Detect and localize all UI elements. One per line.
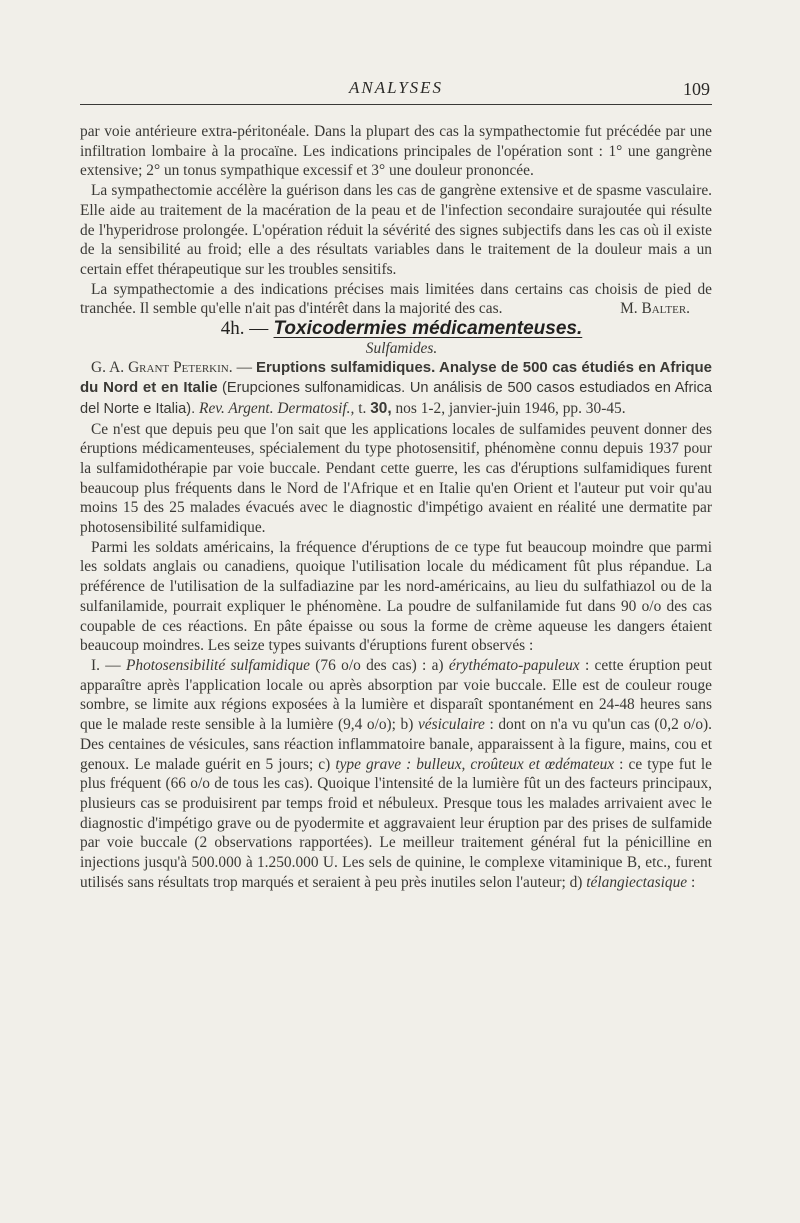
running-title: ANALYSES: [348, 78, 444, 97]
reference-journal: Rev. Argent. Dermatosif.,: [199, 399, 355, 417]
author-signature: M. Balter.: [620, 300, 690, 318]
article-paragraph: Ce n'est que depuis peu que l'on sait que les applications locales de sulfamides peuvent donner des éruptions médicamenteuses, spécialement du type photosensitif, phénomène connu depuis 1937 pour la sulfamidothérapie par voie buccale. Pendant cette guerre, les cas d'éruptions sulfamidiques furent beaucoup plus fréquents dans le Nord de l'Afrique et en Italie qu'en Orient et l'auteur put voir qu'au moins 15 des 25 malades évacués avec le diagnostic d'impétigo avaient en réalité une dermatite par photosensibilité sulfamidique.: [80, 420, 712, 537]
italic-term: érythémato-papuleux: [448, 657, 580, 674]
text-run: : cette éruption peut apparaître après l'application locale ou après absorption par voie buccale. Elle est de couleur rouge sombre, se limite aux régions exposées à la lumière et disparaît spontanément en 24-48 heures sans que le malade reste sensible à la lumière (9,4 o/o); b): [80, 657, 712, 734]
italic-term: Photosensibilité sulfamidique: [125, 657, 310, 674]
page-header: [80, 76, 712, 105]
reference-title: Eruptions sulfamidiques. Analyse de 500 cas étudiés en Afrique du Nord et en Italie: [80, 359, 712, 397]
page-body: [80, 122, 712, 892]
reference-translated-title: (Erupciones sulfonamidicas. Un análisis de 500 casos estudiados en Africa del Norte e Italia).: [80, 380, 713, 417]
section-number: 4h. —: [220, 318, 269, 340]
article-paragraph: [80, 656, 712, 892]
italic-term: vésiculaire: [417, 716, 485, 734]
text-run: : ce type fut le plus fréquent (66 o/o de tous les cas). Quoique l'intensité de la lumière fût un des facteurs principaux, plusieurs cas se produisirent par temps froid et nébuleux. Presque tous les malades arrivaient avec le diagnostic d'impétigo grave ou de pyodermite et aggravaient leur éruption par des prises de sulfamide par voie buccale (2 observations rapportées). Le meilleur traitement général fut la pénicilline en injections jusqu'à 500.000 à 1.250.000 U. Les sels de quinine, le complexe vitaminique B, etc., furent utilisés sans résultats trop marqués et seraient à peu près inutiles selon l'auteur; d): [80, 755, 712, 891]
italic-term: télangiectasique: [586, 873, 688, 891]
prev-article-paragraph: par voie antérieure extra-péritonéale. Dans la plupart des cas la sympathectomie fut précédée par une infiltration lombaire à la procaïne. Les indications principales de l'opération sont : 1° une gangrène extensive; 2° un tonus sympathique excessif et 3° une douleur prononcée.: [80, 123, 712, 180]
bibliographic-reference: [80, 358, 712, 419]
reference-author: G. A. Grant Peterkin. —: [91, 359, 252, 377]
text-run: :: [687, 873, 696, 891]
text-run: : dont on n'a vu qu'un cas (0,2 o/o). Des centaines de vésicules, sans réaction inflammatoire banale, apparaissent à la figure, mains, cou et genoux. Le malade guérit en 5 jours; c): [80, 716, 713, 773]
text-run: (76 o/o des cas) : a): [309, 657, 449, 674]
prev-article-paragraph: La sympathectomie a des indications précises mais limitées dans certains cas choisis de pied de tranchée. Il semble qu'elle n'ait pas d'intérêt dans la majorité des cas.: [80, 280, 712, 318]
reference-volume-prefix: t.: [358, 399, 367, 417]
article-paragraph: Parmi les soldats américains, la fréquence d'éruptions de ce type fut beaucoup moindre que parmi les soldats anglais ou canadiens, quoique l'utilisation locale du médicament fût plus répandue. La préférence de l'utilisation de la sulfadiazine par les nord-américains, au lieu du sulfathiazol ou de la sulfanilamide, pourrait expliquer le phénomène. La poudre de sulfanilamide fut dans 90 o/o des cas coupable de ces réactions. En pâte épaisse ou sous la forme de crème aqueuse les dangers étaient beaucoup moindres. Les seize types suivants d'éruptions furent observés :: [80, 538, 712, 655]
page-number: 109: [683, 79, 710, 99]
prev-article-paragraph: La sympathectomie accélère la guérison dans les cas de gangrène extensive et de spasme vasculaire. Elle aide au traitement de la macération de la peau et de l'infection secondaire surajoutée qui résulte de l'hyperidrose prolongée. L'opération réduit la sévérité des signes subjectifs dans les cas où il existe de la sensibilité au froid; elle a des résultats variables dans le traitement de la douleur mais a un certain effet thérapeutique sur les troubles sensitifs.: [80, 182, 712, 278]
section-heading: [80, 319, 712, 339]
reference-details: nos 1-2, janvier-juin 1946, pp. 30-45.: [395, 399, 626, 417]
subsection-heading: Sulfamides.: [365, 339, 438, 357]
italic-term: type grave : bulleux, croûteux et œdémateux: [335, 755, 615, 773]
list-marker: I. —: [91, 657, 126, 674]
section-title: Toxicodermies médicamenteuses.: [273, 318, 583, 340]
reference-volume: 30,: [370, 399, 392, 417]
